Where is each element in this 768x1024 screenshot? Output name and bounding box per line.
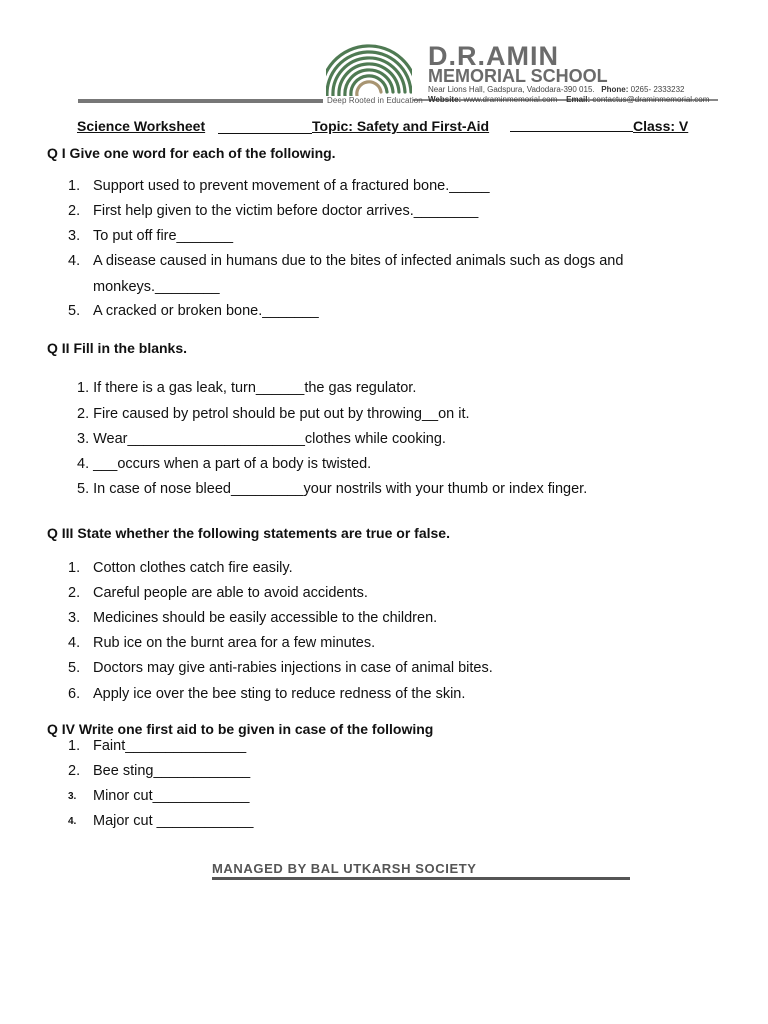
q4-item-text: Faint_______________ bbox=[93, 738, 247, 754]
q3-item-text: Cotton clothes catch fire easily. bbox=[93, 560, 293, 576]
address-text: Near Lions Hall, Gadspura, Vadodara-390 015. bbox=[428, 85, 595, 94]
q2-item-2: 2. Fire caused by petrol should be put out by throwing__on it. bbox=[77, 406, 470, 422]
school-contact bbox=[428, 95, 709, 104]
worksheet-subject: Science Worksheet bbox=[77, 118, 206, 134]
q4-item-text: Major cut ____________ bbox=[93, 813, 254, 829]
q2-item-1: 1. If there is a gas leak, turn______the gas regulator. bbox=[77, 380, 417, 396]
q2-item-5: 5. In case of nose bleed_________your nostrils with your thumb or index finger. bbox=[77, 481, 588, 497]
q4-item-text: Minor cut____________ bbox=[93, 788, 250, 804]
header-rule-left bbox=[78, 99, 323, 103]
worksheet-class: Class: V bbox=[633, 118, 689, 134]
footer-text: MANAGED BY BAL UTKARSH SOCIETY bbox=[212, 861, 477, 876]
list-number: 4. bbox=[68, 635, 81, 651]
email-text: contactus@draminmemorial.com bbox=[592, 95, 710, 104]
q1-item-text: Support used to prevent movement of a fractured bone._____ bbox=[93, 178, 490, 194]
q4-heading: Q IV Write one first aid to be given in case of the following bbox=[47, 721, 434, 737]
school-name-line2: MEMORIAL SCHOOL bbox=[428, 66, 608, 86]
list-number: 2. bbox=[68, 203, 81, 219]
q3-item-text: Doctors may give anti-rabies injections in case of animal bites. bbox=[93, 660, 493, 676]
q3-item-text: Medicines should be easily accessible to the children. bbox=[93, 610, 438, 626]
list-number: 3. bbox=[68, 228, 81, 244]
q2-item-4: 4. ___occurs when a part of a body is twisted. bbox=[77, 456, 372, 472]
q1-item-text: To put off fire_______ bbox=[93, 228, 234, 244]
list-number: 5. bbox=[68, 660, 81, 676]
q3-item-text: Rub ice on the burnt area for a few minutes. bbox=[93, 635, 376, 651]
list-number: 1. bbox=[68, 738, 81, 754]
list-number: 2. bbox=[68, 585, 81, 601]
school-address bbox=[428, 85, 684, 94]
q1-item-text: A cracked or broken bone._______ bbox=[93, 303, 319, 319]
list-number: 6. bbox=[68, 686, 81, 702]
logo-arc bbox=[357, 82, 381, 96]
website-text: www.draminmemorial.com bbox=[463, 95, 558, 104]
q3-item-text: Careful people are able to avoid accidents. bbox=[93, 585, 368, 601]
list-number: 5. bbox=[68, 303, 81, 319]
q1-item-text: monkeys.________ bbox=[93, 279, 220, 295]
list-number: 2. bbox=[68, 763, 81, 779]
q2-heading: Q II Fill in the blanks. bbox=[47, 340, 188, 356]
q3-heading: Q III State whether the following statements are true or false. bbox=[47, 525, 450, 541]
title-underline-1 bbox=[218, 119, 312, 134]
worksheet-topic: Topic: Safety and First-Aid bbox=[312, 118, 490, 134]
school-name-line1: D.R.AMIN bbox=[428, 41, 559, 71]
school-logo-icon bbox=[326, 44, 412, 96]
q3-item-text: Apply ice over the bee sting to reduce redness of the skin. bbox=[93, 686, 466, 702]
email-label: Email: bbox=[566, 95, 591, 104]
q1-heading: Q I Give one word for each of the following. bbox=[47, 145, 336, 161]
website-label: Website: bbox=[428, 95, 462, 104]
list-number: 4. bbox=[68, 253, 81, 269]
list-number: 1. bbox=[68, 560, 81, 576]
list-number: 4. bbox=[68, 816, 77, 827]
q4-item-text: Bee sting____________ bbox=[93, 763, 251, 779]
logo-tagline: Deep Rooted in Education bbox=[327, 96, 423, 105]
q1-item-text: A disease caused in humans due to the bites of infected animals such as dogs and bbox=[93, 253, 624, 269]
footer-rule bbox=[212, 877, 630, 880]
list-number: 1. bbox=[68, 178, 81, 194]
title-underline-2 bbox=[510, 131, 633, 132]
phone-label: Phone: bbox=[601, 85, 629, 94]
list-number: 3. bbox=[68, 791, 77, 802]
q1-item-text: First help given to the victim before doctor arrives.________ bbox=[93, 203, 479, 219]
q2-item-3: 3. Wear______________________clothes while cooking. bbox=[77, 431, 446, 447]
list-number: 3. bbox=[68, 610, 81, 626]
phone-number: 0265- 2333232 bbox=[630, 85, 685, 94]
